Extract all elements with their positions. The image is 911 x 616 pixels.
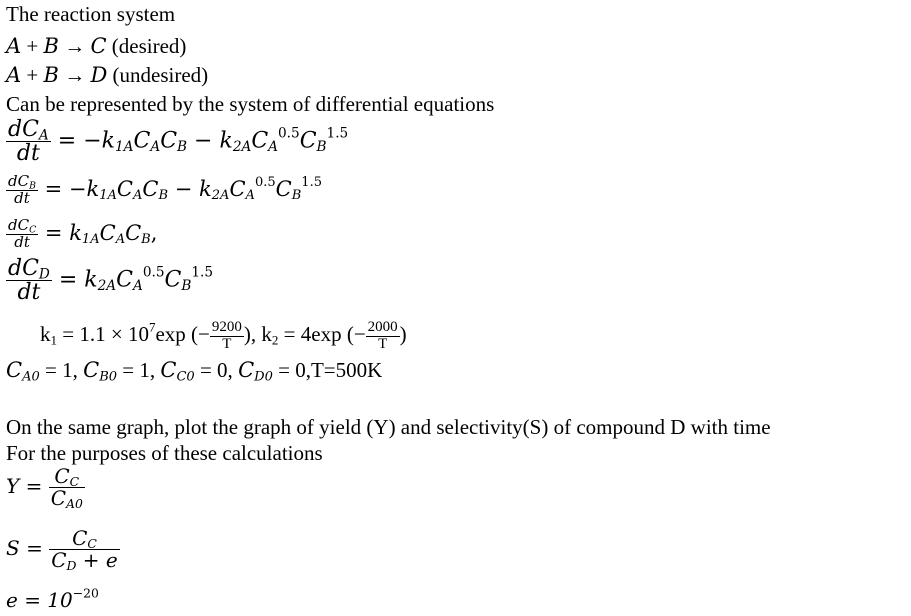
reaction-desired: A + B → C (desired) [6, 34, 187, 58]
intro-differential-line: Can be represented by the system of differential equations [6, 92, 495, 116]
task-line: On the same graph, plot the graph of yield (Y) and selectivity(S) of compound D with time [6, 415, 771, 439]
rate-constants: $k_1 = 1.1 \times 10^7\exp$ (− $\frac{9200}{T}$ ), $k_2 = 4\exp$ (− $\frac{2000}{T}$ ) [40, 319, 407, 352]
initial-conditions: $C_{A0} = 1$, $C_{B0} = 1$, $C_{C0} = 0$, $C_{D0} = 0,T=500K$ [6, 358, 383, 385]
k2-value: = 4exp [283, 322, 342, 347]
k1-exp-word: exp [155, 322, 186, 347]
k1-activation: 9200 [211, 319, 242, 335]
selectivity-definition: S = $\frac{C_C}{C_D + e}$ [6, 526, 118, 574]
epsilon-exponent: −20 [72, 585, 99, 601]
equation-dCA: $\frac{dC_A}{dt}$ = $-k_{1A}C_AC_B - k_{2A}C_A^{0.5}C_B^{1.5}$ [8, 117, 349, 167]
yield-definition: Y = $\frac{C_C}{C_{A0}}$ [6, 464, 83, 512]
reaction-undesired: A + B → D (undesired) [6, 63, 209, 87]
reaction-desired-label: (desired) [111, 34, 187, 58]
k1-temperature: T [222, 335, 232, 352]
k2-label: k [261, 322, 272, 347]
k1-exponent: 7 [148, 319, 156, 335]
task-calculations-line: For the purposes of these calculations [6, 441, 323, 465]
intro-line: The reaction system [6, 2, 176, 26]
equation-dCD: $\frac{dC_D}{dt}$ = $k_{2A}C_A^{0.5}C_B^{1.5}$ [8, 256, 214, 306]
k2-activation: 2000 [367, 319, 398, 335]
k1-value: = 1.1 × 10 [62, 322, 149, 347]
reaction-undesired-label: (undesired) [112, 63, 209, 87]
k1-label: k [40, 322, 51, 347]
epsilon-value: e = 10 [6, 588, 73, 612]
k2-temperature: T [378, 335, 388, 352]
epsilon-definition [6, 585, 99, 612]
equation-dCC: $\frac{dC_C}{dt}$ = $k_{1A}C_AC_B$, [8, 216, 158, 251]
initial-temperature: 0,T=500K [295, 358, 383, 382]
equation-dCB: $\frac{dC_B}{dt}$ = $-k_{1A}C_AC_B - k_{2A}C_A^{0.5}C_B^{1.5}$ [8, 172, 322, 207]
